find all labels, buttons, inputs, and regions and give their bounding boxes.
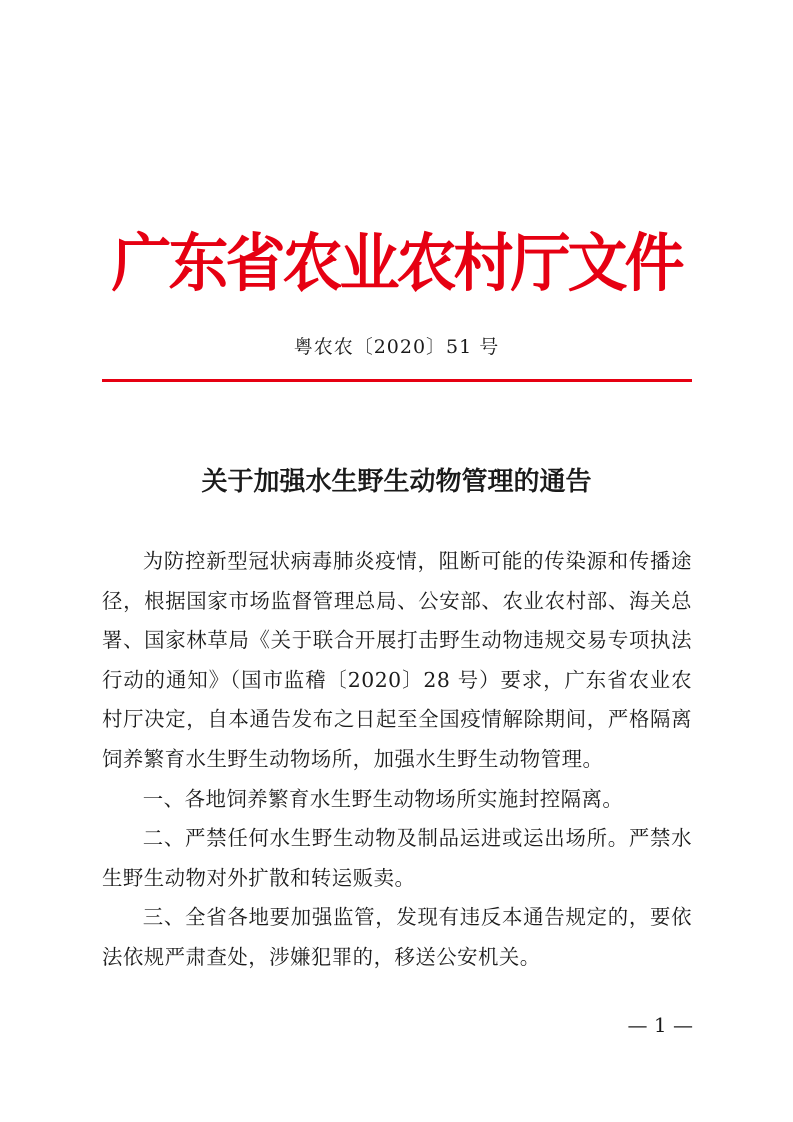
red-separator-line [102, 379, 692, 382]
issuer-header: 广东省农业农村厅文件 [111, 227, 682, 301]
body-paragraph: 三、全省各地要加强监管，发现有违反本通告规定的，要依法依规严肃查处，涉嫌犯罪的，移送公安机关。 [102, 905, 692, 969]
document-body [102, 542, 692, 978]
body-paragraph: 为防控新型冠状病毒肺炎疫情，阻断可能的传染源和传播途径，根据国家市场监督管理总局、公安部、农业农村部、海关总署、国家林草局《关于联合开展打击野生动物违规交易专项执法行动的通知》（国市监稽〔2020〕28 号）要求，广东省农业农村厅决定，自本通告发布之日起至全国疫情解除期间，严格隔离饲养繁育水生野生动物场所，加强水生野生动物管理。 [102, 549, 692, 771]
document-number: 粤农农〔2020〕51 号 [293, 336, 500, 358]
body-paragraph: 一、各地饲养繁育水生野生动物场所实施封控隔离。 [142, 786, 624, 811]
body-paragraph: 二、严禁任何水生野生动物及制品运进或运出场所。严禁水生野生动物对外扩散和转运贩卖。 [102, 826, 692, 890]
document-title: 关于加强水生野生动物管理的通告 [201, 467, 592, 497]
page-number: — 1 — [627, 1013, 693, 1037]
